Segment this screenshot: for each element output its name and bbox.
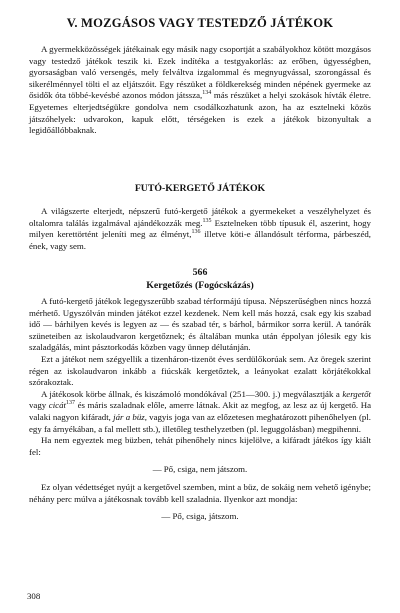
game-body	[29, 296, 371, 529]
game-paragraph-4: Ha nem egyeztek meg büzben, tehát pihenőhely nincs kijelölve, a kifáradt játékos így kiált fel:	[29, 435, 371, 457]
page-number: 308	[27, 591, 41, 601]
p3-text-c: és máris szaladnak előle, amerre látnak. Akit az megfog, az lesz az új kergető. Ha valaki nagyon kifáradt,	[29, 400, 372, 422]
footnote-ref: 137	[65, 400, 75, 407]
p3-italic-1: kergetőt	[342, 388, 371, 399]
game-paragraph-2: Ezt a játékot nem szégyellik a tizenháron-tizenöt éves serdülőkorúak sem. Az öregek szerint régen az iskolaudvaron inkább a fiúcskák kergetőztek, a leányokat ezalatt körjátékokkal szórakoztak.	[29, 353, 371, 388]
section-intro-text-c: illetve köti-e állandósult térforma, párbeszéd, ének, vagy sem.	[29, 229, 371, 251]
p3-text-a: A játékosok körbe állnak, és kiszámoló mondókával (251—300. j.) megválasztják a	[41, 388, 343, 399]
section-intro-text-b: Esztelneken több típusuk él, aszerint, hogy milyen kerettörtént jeleníti meg az élményt,	[29, 217, 371, 240]
game-paragraph-5: Ez olyan védettséget nyújt a kergetővel szemben, mint a büz, de sokáig nem vehető igénybe; néhány perc múlva a játékosnak tovább kell szaladnia. Ilyenkor azt mondja:	[29, 481, 371, 504]
footnote-ref: 136	[191, 229, 201, 236]
p3-italic-3: jár a büz	[113, 411, 145, 422]
section-intro-text-a: A világszerte elterjedt, népszerű futó-kergető játékok a gyermekeket a veszélyhelyzet és oltalomra találás izgalmával ajándékozzák meg.	[29, 206, 371, 228]
intro-text-b: más részüket a helyi szokások hívták életre. Egyetemes elterjedtségükre gondolva nem csodálkozhatunk azon, ha az esztelneki közös játszóhelyek: udvarokon, kapuk előtt, térségeken is ezek a játékok bizonyultak a legidőállóbbaknak.	[29, 90, 371, 136]
quote-1: — Pő, csiga, nem játszom.	[152, 464, 248, 475]
game-paragraph-1: A futó-kergető játékok legegyszerűbb szabad térformájú típusa. Népszerűségben nincs hozzá mérhető. Ugyszólván minden játékot ezzel kezdenek. Nem kell más hozzá, csak egy kis szabad idő — bárhilyen kevés is legyen az — és szabad tér, s bárhol, bármikor sorra kerül. A tanórák szüneteiben az iskolaudvaron kergetőznek; és általában munka után éppolyan jólesik egy kis szaladgálás, mint pásztorkodás közben vagy ünnep délutánján.	[29, 296, 371, 353]
p3-italic-2: cicát	[48, 400, 66, 411]
chapter-title: V. MOZGÁSOS VAGY TESTEDZŐ JÁTÉKOK	[66, 16, 334, 30]
footnote-ref: 134	[202, 90, 212, 97]
game-number: 566	[192, 267, 208, 278]
footnote-ref: 135	[202, 217, 212, 224]
intro-paragraph	[29, 44, 371, 137]
p3-text-d: , vagyis joga van az előzetesen meghatározott pihenőhelyen (pl. egy fa árnyékában, a fal mellett stb.), illetőleg testhelyzetben (pl. leguggolásban) megpihenni.	[29, 411, 371, 434]
game-paragraph-3	[29, 389, 371, 435]
intro-block	[29, 44, 371, 137]
p3-text-b: vagy	[29, 400, 49, 411]
intro-text-a: A gyermekközösségek játékainak egy másik nagy csoportját a szabályokhoz kötött mozgásos vagy testedző játékok teszik ki. Ezek indítéka a testgyakorlás: az erőben, ügyességben, gyorsaságban való versengés, mely felváltva izgalommal és megnyugvással, szorongással és sikerélménnyel tölti el az eljátszóit. Egy részüket a földkerekség minden népének gyermeke az ősidők óta többé-kevésbé azonos módon játssza,	[29, 44, 371, 101]
section-title: FUTÓ-KERGETŐ JÁTÉKOK	[134, 183, 266, 194]
game-title: Kergetőzés (Fogócskázás)	[146, 280, 254, 291]
section-intro-block	[29, 206, 371, 252]
quote-2: — Pő, csiga, játszom.	[161, 511, 239, 522]
section-intro-paragraph	[29, 206, 371, 252]
